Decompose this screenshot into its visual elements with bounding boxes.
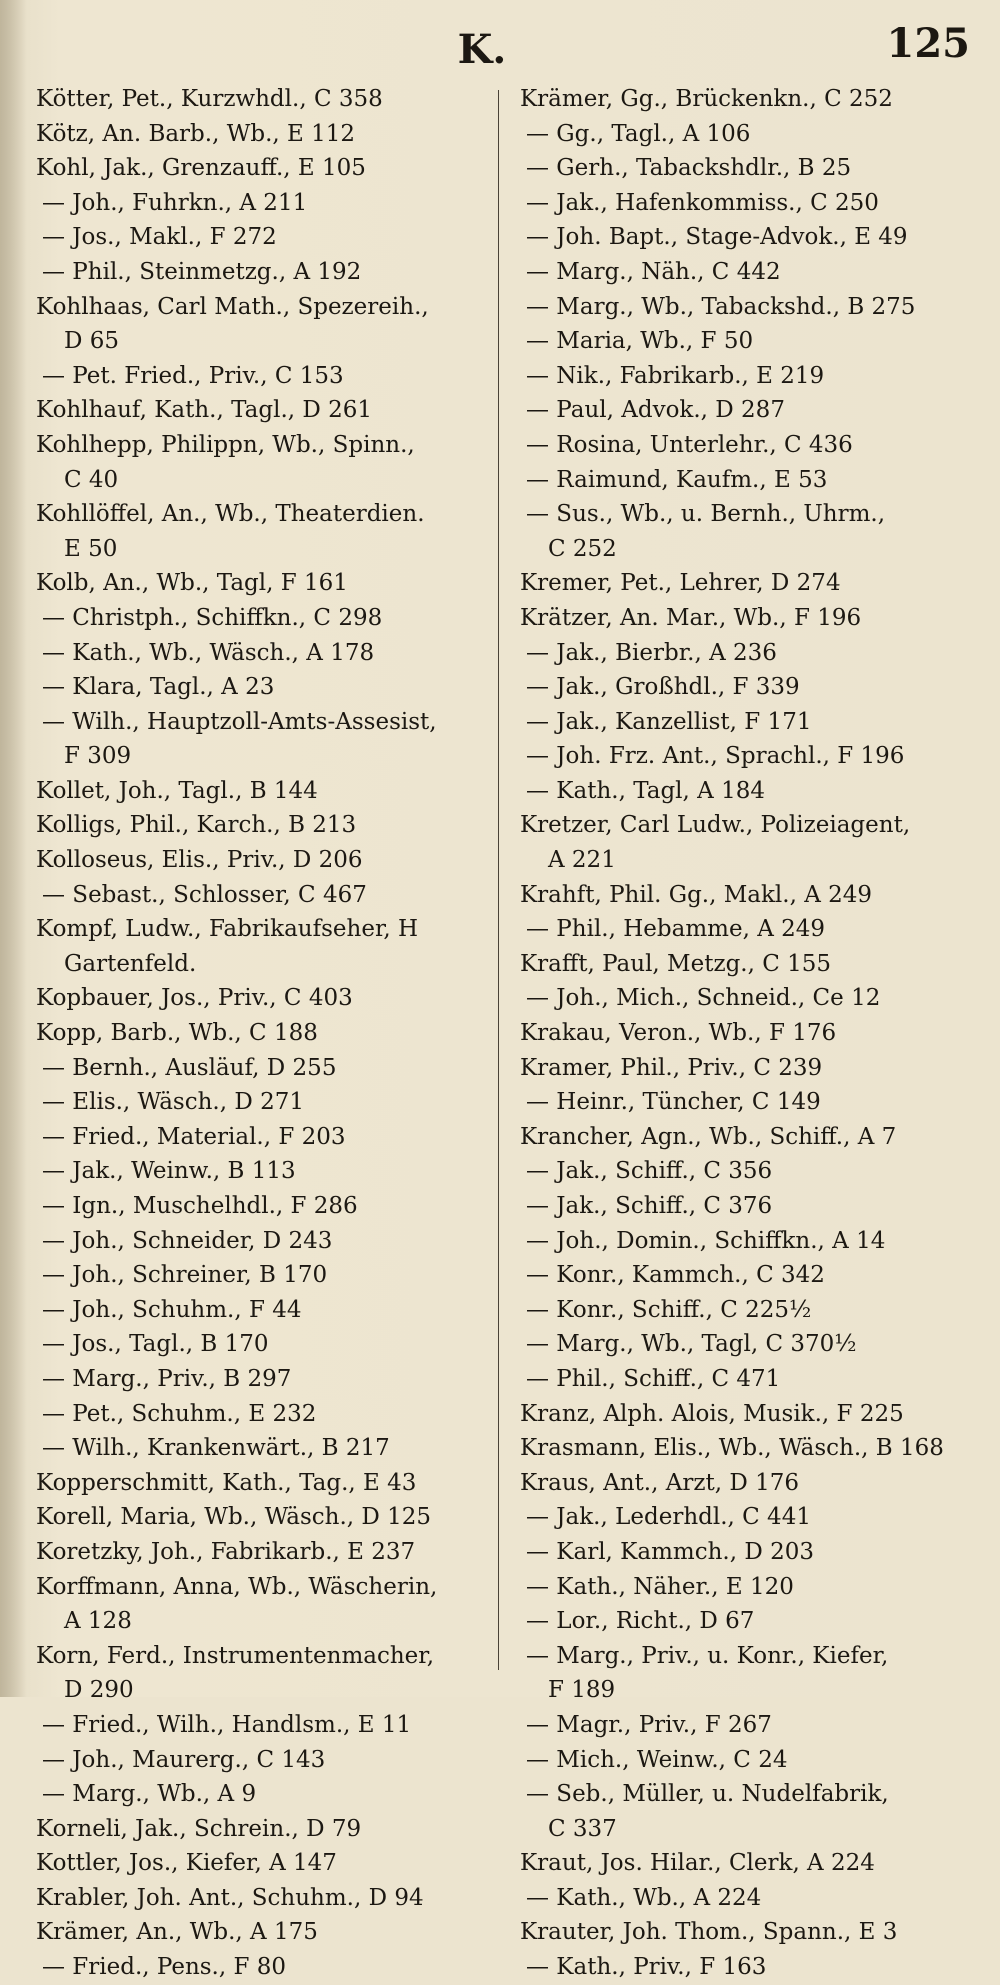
sub-entry: — Phil., Steinmetzg., A 192	[42, 258, 362, 285]
sub-entry: — Phil., Hebamme, A 249	[526, 916, 826, 943]
directory-entry: Kohlhauf, Kath., Tagl., D 261	[36, 397, 373, 424]
sub-entry: — Marg., Wb., A 9	[42, 1781, 257, 1808]
sub-entry: — Joh. Bapt., Stage-Advok., E 49	[526, 224, 908, 251]
directory-entry: Kohl, Jak., Grenzauff., E 105	[36, 155, 366, 182]
entry-continuation: D 290	[64, 1677, 134, 1704]
entry-continuation: F 189	[548, 1677, 616, 1704]
entry-continuation: E 50	[64, 535, 118, 562]
sub-entry: — Marg., Priv., B 297	[42, 1365, 292, 1392]
sub-entry: — Rosina, Unterlehr., C 436	[526, 431, 853, 458]
sub-entry: — Sebast., Schlosser, C 467	[42, 881, 367, 908]
section-letter: K.	[457, 26, 507, 73]
sub-entry: — Kath., Priv., F 163	[526, 1954, 767, 1981]
sub-entry: — Joh., Schuhm., F 44	[42, 1296, 302, 1323]
book-spine-shadow	[0, 0, 26, 1697]
directory-entry: Kolligs, Phil., Karch., B 213	[36, 812, 357, 839]
directory-entry: Koretzky, Joh., Fabrikarb., E 237	[36, 1538, 416, 1565]
directory-entry: Krabler, Joh. Ant., Schuhm., D 94	[36, 1884, 424, 1911]
entry-continuation: C 337	[548, 1815, 617, 1842]
sub-entry: — Magr., Priv., F 267	[526, 1711, 772, 1738]
sub-entry: — Jos., Makl., F 272	[42, 224, 277, 251]
directory-entry: Krakau, Veron., Wb., F 176	[520, 1020, 837, 1047]
directory-entry: Kolloseus, Elis., Priv., D 206	[36, 847, 363, 874]
sub-entry: — Lor., Richt., D 67	[526, 1608, 755, 1635]
sub-entry: — Wilh., Krankenwärt., B 217	[42, 1435, 390, 1462]
directory-entry: Kraus, Ant., Arzt, D 176	[520, 1469, 799, 1496]
sub-entry: — Marg., Priv., u. Konr., Kiefer,	[526, 1642, 889, 1669]
directory-entry: Kohlhaas, Carl Math., Spezereih.,	[36, 293, 429, 320]
sub-entry: — Jos., Tagl., B 170	[42, 1331, 269, 1358]
directory-entry: Kramer, Phil., Priv., C 239	[520, 1054, 823, 1081]
sub-entry: — Nik., Fabrikarb., E 219	[526, 362, 825, 389]
sub-entry: — Phil., Schiff., C 471	[526, 1365, 781, 1392]
directory-entry: Korell, Maria, Wb., Wäsch., D 125	[36, 1504, 432, 1531]
sub-entry: — Jak., Bierbr., A 236	[526, 639, 777, 666]
sub-entry: — Konr., Kammch., C 342	[526, 1262, 825, 1289]
directory-entry: Krauter, Joh. Thom., Spann., E 3	[520, 1919, 898, 1946]
sub-entry: — Sus., Wb., u. Bernh., Uhrm.,	[526, 501, 886, 528]
sub-entry: — Joh., Schneider, D 243	[42, 1227, 333, 1254]
sub-entry: — Jak., Lederhdl., C 441	[526, 1504, 811, 1531]
sub-entry: — Christph., Schiffkn., C 298	[42, 604, 383, 631]
sub-entry: — Kath., Näher., E 120	[526, 1573, 794, 1600]
sub-entry: — Fried., Material., F 203	[42, 1123, 346, 1150]
sub-entry: — Marg., Wb., Tabackshd., B 275	[526, 293, 916, 320]
sub-entry: — Paul, Advok., D 287	[526, 397, 785, 424]
sub-entry: — Kath., Tagl, A 184	[526, 777, 765, 804]
sub-entry: — Klara, Tagl., A 23	[42, 674, 275, 701]
directory-entry: Korneli, Jak., Schrein., D 79	[36, 1815, 362, 1842]
directory-entry: Krahft, Phil. Gg., Makl., A 249	[520, 881, 873, 908]
directory-entry: Kolb, An., Wb., Tagl, F 161	[36, 570, 348, 597]
sub-entry: — Pet. Fried., Priv., C 153	[42, 362, 344, 389]
sub-entry: — Karl, Kammch., D 203	[526, 1538, 814, 1565]
sub-entry: — Joh., Mich., Schneid., Ce 12	[526, 985, 881, 1012]
sub-entry: — Jak., Kanzellist, F 171	[526, 708, 812, 735]
sub-entry: — Gerh., Tabackshdlr., B 25	[526, 155, 852, 182]
directory-entry: Kötz, An. Barb., Wb., E 112	[36, 120, 356, 147]
directory-entry: Kraut, Jos. Hilar., Clerk, A 224	[520, 1850, 875, 1877]
entry-continuation: D 65	[64, 328, 120, 355]
directory-entry: Kopbauer, Jos., Priv., C 403	[36, 985, 353, 1012]
sub-entry: — Elis., Wäsch., D 271	[42, 1089, 304, 1116]
column-divider	[498, 90, 499, 1670]
directory-entry: Kohlhepp, Philippn, Wb., Spinn.,	[36, 431, 415, 458]
sub-entry: — Kath., Wb., A 224	[526, 1884, 762, 1911]
directory-entry: Krätzer, An. Mar., Wb., F 196	[520, 604, 862, 631]
directory-entry: Krämer, Gg., Brückenkn., C 252	[520, 86, 893, 112]
directory-entry: Krämer, An., Wb., A 175	[36, 1919, 318, 1946]
sub-entry: — Fried., Wilh., Handlsm., E 11	[42, 1711, 412, 1738]
sub-entry: — Kath., Wb., Wäsch., A 178	[42, 639, 375, 666]
sub-entry: — Gg., Tagl., A 106	[526, 120, 751, 147]
directory-entry: Kompf, Ludw., Fabrikaufseher, H	[36, 916, 419, 943]
directory-entry: Kottler, Jos., Kiefer, A 147	[36, 1850, 337, 1877]
directory-entry: Krafft, Paul, Metzg., C 155	[520, 950, 832, 977]
sub-entry: — Joh. Frz. Ant., Sprachl., F 196	[526, 743, 905, 770]
sub-entry: — Maria, Wb., F 50	[526, 328, 754, 355]
sub-entry: — Jak., Schiff., C 376	[526, 1193, 773, 1219]
sub-entry: — Jak., Hafenkommiss., C 250	[526, 189, 879, 216]
page-number: 125	[886, 20, 970, 67]
directory-entry: Kollet, Joh., Tagl., B 144	[36, 777, 318, 804]
directory-entry: Kremer, Pet., Lehrer, D 274	[520, 570, 841, 597]
sub-entry: — Heinr., Tüncher, C 149	[526, 1089, 821, 1116]
sub-entry: — Jak., Großhdl., F 339	[526, 674, 800, 701]
directory-entry: Krancher, Agn., Wb., Schiff., A 7	[520, 1123, 897, 1150]
directory-entry: Korffmann, Anna, Wb., Wäscherin,	[36, 1573, 438, 1600]
sub-entry: — Marg., Näh., C 442	[526, 258, 781, 285]
directory-entry: Kopp, Barb., Wb., C 188	[36, 1020, 318, 1047]
directory-entry: Krasmann, Elis., Wb., Wäsch., B 168	[520, 1435, 944, 1462]
directory-entry: Kohllöffel, An., Wb., Theaterdien.	[36, 501, 425, 528]
directory-entry: Kötter, Pet., Kurzwhdl., C 358	[36, 86, 383, 112]
sub-entry: — Wilh., Hauptzoll-Amts-Assesist,	[42, 708, 437, 735]
sub-entry: — Seb., Müller, u. Nudelfabrik,	[526, 1781, 889, 1808]
sub-entry: — Joh., Domin., Schiffkn., A 14	[526, 1227, 886, 1254]
sub-entry: — Konr., Schiff., C 225½	[526, 1296, 812, 1323]
sub-entry: — Joh., Fuhrkn., A 211	[42, 189, 308, 216]
directory-entry: Korn, Ferd., Instrumentenmacher,	[36, 1642, 435, 1669]
sub-entry: — Ign., Muschelhdl., F 286	[42, 1193, 358, 1219]
sub-entry: — Jak., Schiff., C 356	[526, 1158, 773, 1185]
entry-continuation: C 252	[548, 535, 617, 562]
entry-continuation: Gartenfeld.	[64, 950, 197, 977]
directory-entry: Kretzer, Carl Ludw., Polizeiagent,	[520, 812, 911, 839]
sub-entry: — Joh., Maurerg., C 143	[42, 1746, 326, 1773]
right-column	[520, 82, 970, 1985]
sub-entry: — Pet., Schuhm., E 232	[42, 1400, 317, 1427]
sub-entry: — Marg., Wb., Tagl, C 370½	[526, 1331, 857, 1358]
entry-continuation: A 128	[64, 1608, 132, 1635]
entry-continuation: A 221	[548, 847, 616, 874]
directory-entry: Kopperschmitt, Kath., Tag., E 43	[36, 1469, 417, 1496]
sub-entry: — Bernh., Ausläuf, D 255	[42, 1054, 337, 1081]
sub-entry: — Jak., Weinw., B 113	[42, 1158, 296, 1185]
entry-continuation: F 309	[64, 743, 132, 770]
directory-entry: Kranz, Alph. Alois, Musik., F 225	[520, 1400, 904, 1427]
sub-entry: — Mich., Weinw., C 24	[526, 1746, 788, 1773]
entry-continuation: C 40	[64, 466, 119, 493]
sub-entry: — Fried., Pens., F 80	[42, 1954, 287, 1981]
sub-entry: — Joh., Schreiner, B 170	[42, 1262, 328, 1289]
left-column	[36, 82, 491, 1985]
sub-entry: — Raimund, Kaufm., E 53	[526, 466, 828, 493]
